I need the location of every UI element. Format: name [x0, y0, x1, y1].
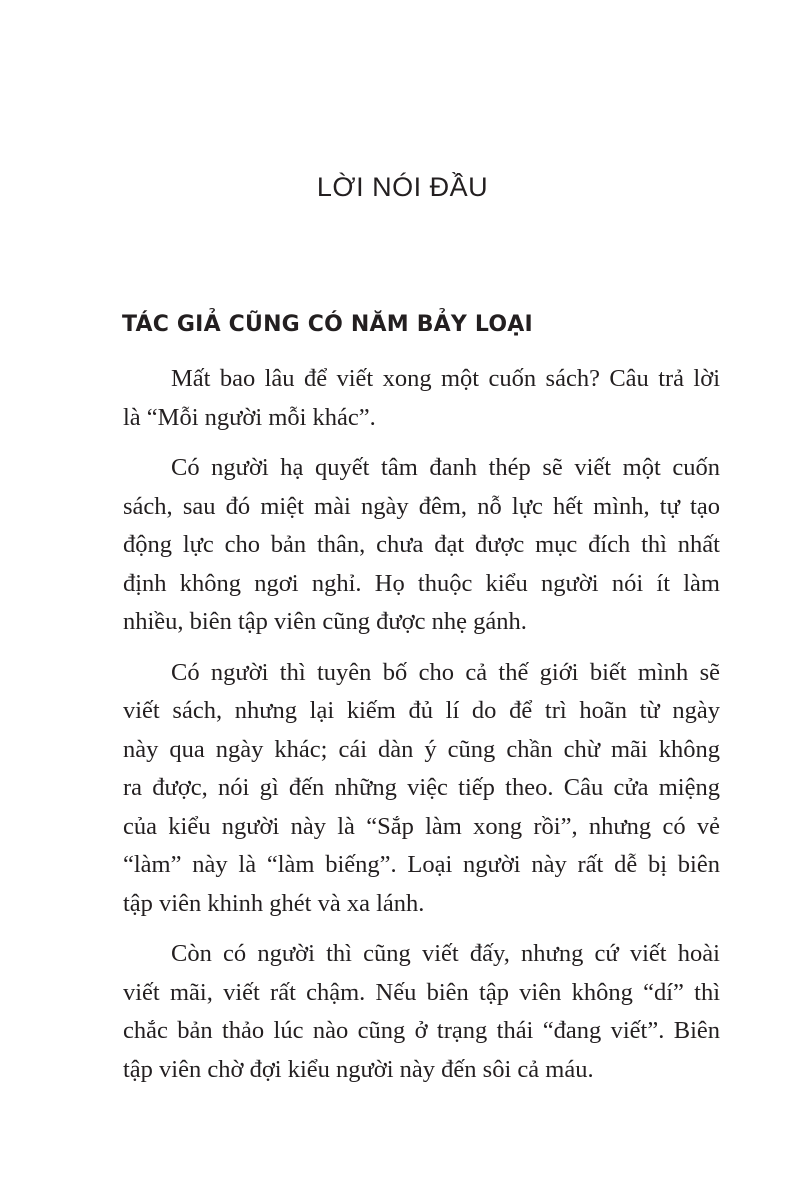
section-heading: TÁC GIẢ CŨNG CÓ NĂM BẢY LOẠI [122, 312, 533, 337]
text-line: này qua ngày khác; cái dàn ý cũng chần chừ mãi không [123, 735, 720, 763]
paragraph [123, 654, 720, 924]
text-line: viết sách, nhưng lại kiếm đủ lí do để trì hoãn từ ngày [123, 697, 720, 724]
text-line: ra được, nói gì đến những việc tiếp theo. Câu cửa miệng [123, 774, 720, 801]
text-line: nhiều, biên tập viên cũng được nhẹ gánh. [123, 608, 527, 635]
paragraph [123, 935, 720, 1089]
text-line: Mất bao lâu để viết xong một cuốn sách? Câu trả lời [171, 365, 720, 392]
page-title: LỜI NÓI ĐẦU [316, 172, 489, 202]
text-line: định không ngơi nghỉ. Họ thuộc kiểu người nói ít làm [123, 569, 720, 597]
text-line: của kiểu người này là “Sắp làm xong rồi”, nhưng có vẻ [123, 812, 720, 840]
body-text [123, 360, 720, 1101]
text-line: tập viên chờ đợi kiểu người này đến sôi cả máu. [123, 1055, 594, 1083]
text-line: chắc bản thảo lúc nào cũng ở trạng thái “đang viết”. Biên [123, 1017, 720, 1044]
text-line: viết mãi, viết rất chậm. Nếu biên tập viên không “dí” thì [123, 978, 720, 1006]
paragraph [123, 449, 720, 642]
text-line: Có người thì tuyên bố cho cả thế giới biết mình sẽ [171, 658, 720, 686]
text-line: sách, sau đó miệt mài ngày đêm, nỗ lực hết mình, tự tạo [123, 492, 720, 520]
text-line: Còn có người thì cũng viết đấy, nhưng cứ viết hoài [171, 940, 720, 967]
paragraph [123, 360, 720, 437]
text-line: “làm” này là “làm biếng”. Loại người này rất dễ bị biên [123, 851, 720, 878]
text-line: động lực cho bản thân, chưa đạt được mục đích thì nhất [123, 531, 720, 558]
text-line: tập viên khinh ghét và xa lánh. [123, 889, 425, 917]
text-line: Có người hạ quyết tâm đanh thép sẽ viết một cuốn [171, 454, 720, 481]
text-line: là “Mỗi người mỗi khác”. [123, 403, 376, 431]
